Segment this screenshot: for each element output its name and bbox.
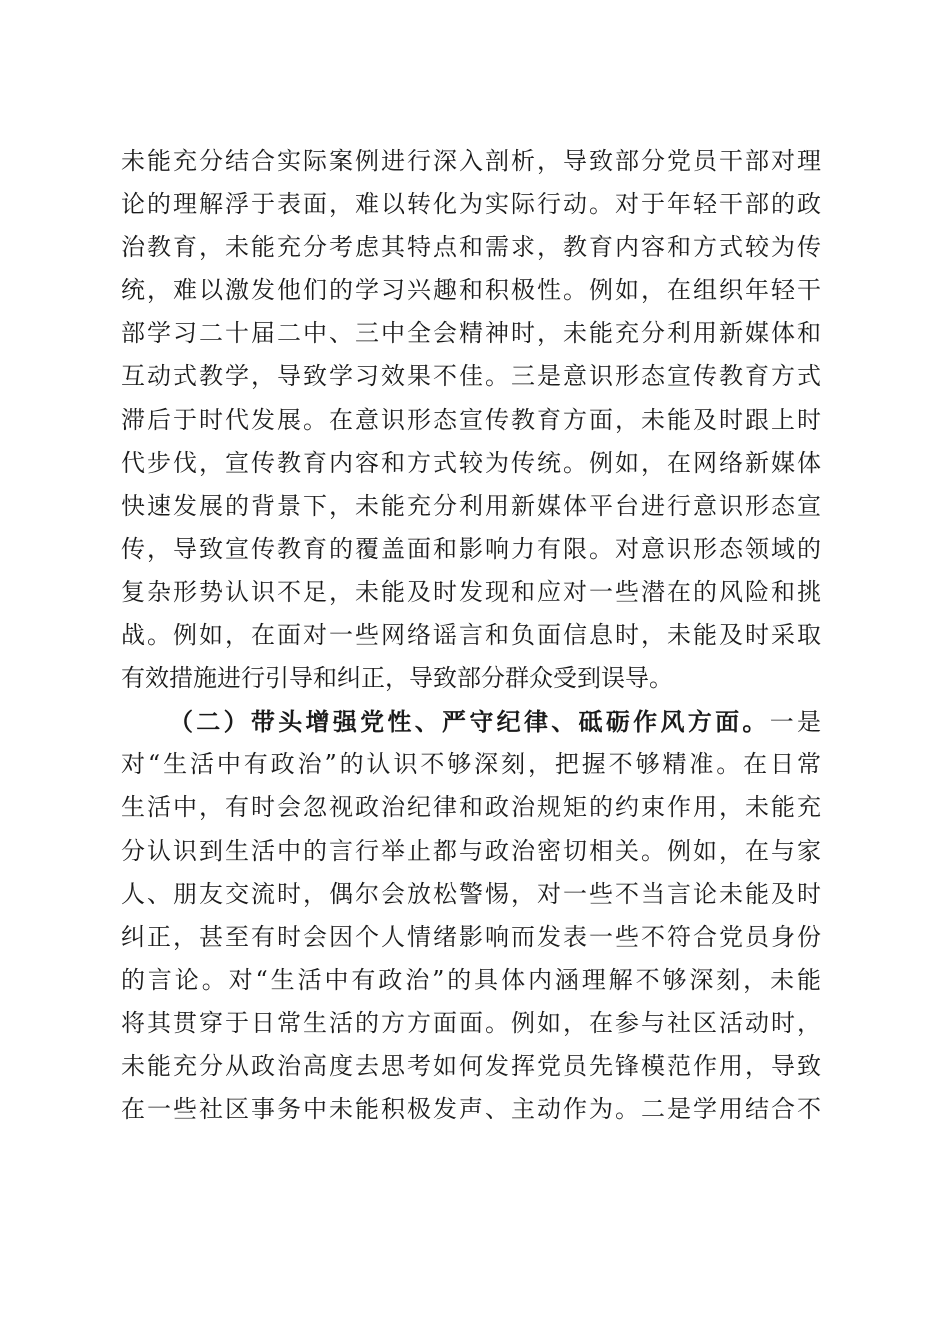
paragraph-line: 未能充分结合实际案例进行深入剖析，导致部分党员干部对理 — [121, 147, 821, 175]
section-first-line — [121, 700, 821, 743]
section-heading: （二）带头增强党性、严守纪律、砥砺作风方面。 — [169, 707, 770, 737]
body-text — [121, 140, 821, 1131]
paragraph-line: 部学习二十届二中、三中全会精神时，未能充分利用新媒体和 — [121, 319, 821, 348]
paragraph-line: 的言论。对“生活中有政治”的具体内涵理解不够深刻，未能 — [121, 965, 821, 994]
paragraph-line: 对“生活中有政治”的认识不够深刻，把握不够精准。在日常 — [121, 750, 821, 779]
paragraph-line: 快速发展的背景下，未能充分利用新媒体平台进行意识形态宣 — [121, 491, 821, 520]
paragraph-line: 在一些社区事务中未能积极发声、主动作为。二是学用结合不 — [121, 1095, 821, 1124]
paragraph-line: 人、朋友交流时，偶尔会放松警惕，对一些不当言论未能及时 — [121, 879, 821, 908]
paragraph-line: 将其贯穿于日常生活的方方面面。例如，在参与社区活动时， — [121, 1008, 821, 1037]
paragraph-line: 传，导致宣传教育的覆盖面和影响力有限。对意识形态领域的 — [121, 534, 821, 563]
paragraph-line: 生活中，有时会忽视政治纪律和政治规矩的约束作用，未能充 — [121, 793, 821, 822]
paragraph-line: 论的理解浮于表面，难以转化为实际行动。对于年轻干部的政 — [121, 190, 821, 219]
paragraph-line: 分认识到生活中的言行举止都与政治密切相关。例如，在与家 — [121, 836, 821, 865]
paragraph-line: 复杂形势认识不足，未能及时发现和应对一些潜在的风险和挑 — [121, 577, 821, 606]
paragraph-line: 纠正，甚至有时会因个人情绪影响而发表一些不符合党员身份 — [121, 922, 821, 951]
paragraph-line: 治教育，未能充分考虑其特点和需求，教育内容和方式较为传 — [121, 233, 821, 262]
paragraph-line: 有效措施进行引导和纠正，导致部分群众受到误导。 — [121, 664, 673, 693]
paragraph-line: 未能充分从政治高度去思考如何发挥党员先锋模范作用，导致 — [121, 1051, 821, 1080]
paragraph-line: 战。例如，在面对一些网络谣言和负面信息时，未能及时采取 — [121, 621, 821, 650]
paragraph-line: 滞后于时代发展。在意识形态宣传教育方面，未能及时跟上时 — [121, 405, 821, 434]
section-first-line-text: 一是 — [769, 708, 821, 737]
paragraph-line: 互动式教学，导致学习效果不佳。三是意识形态宣传教育方式 — [121, 362, 821, 391]
paragraph-line: 统，难以激发他们的学习兴趣和积极性。例如，在组织年轻干 — [121, 276, 821, 305]
paragraph-line: 代步伐，宣传教育内容和方式较为传统。例如，在网络新媒体 — [121, 448, 821, 477]
